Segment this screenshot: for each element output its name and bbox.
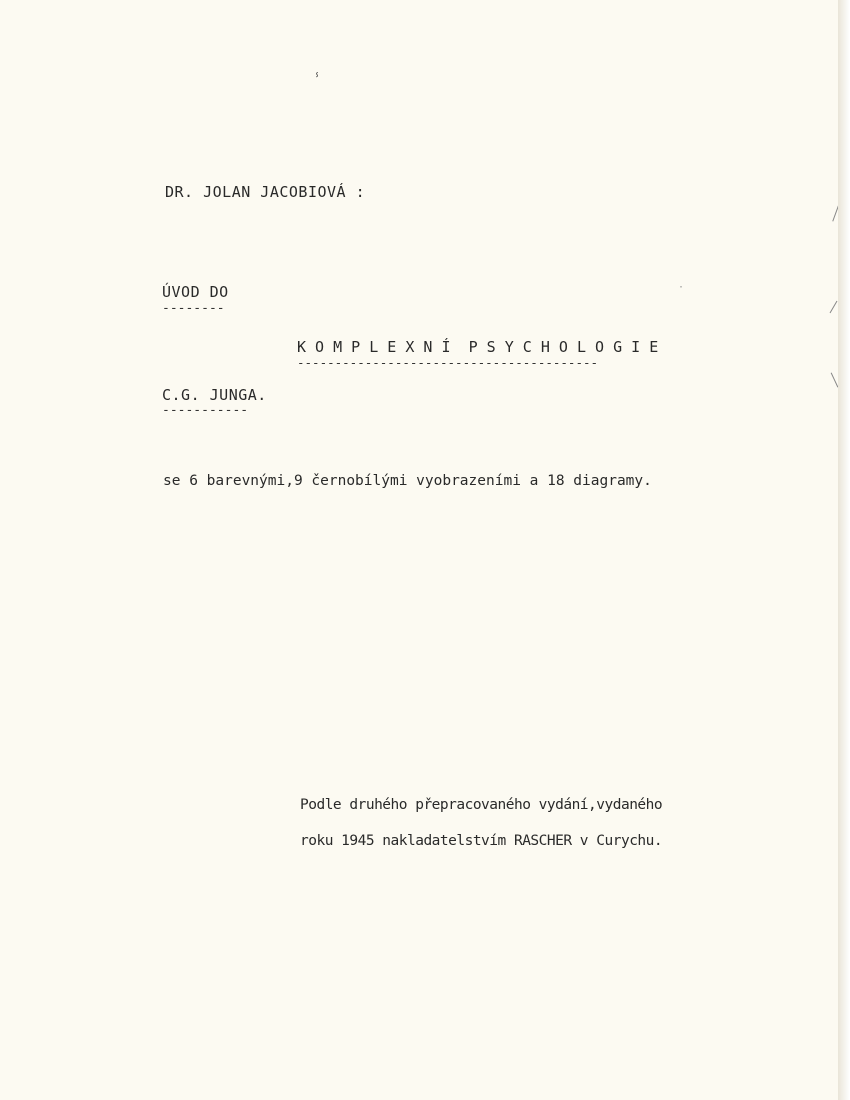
title-part-3-underline: -----------	[162, 403, 249, 418]
edition-line-1: Podle druhého přepracovaného vydání,vydaného	[300, 797, 663, 813]
title-part-2: K O M P L E X N Í P S Y C H O L O G I E	[297, 338, 659, 356]
author-line: DR. JOLAN JACOBIOVÁ :	[165, 183, 366, 201]
edition-line-2: roku 1945 nakladatelstvím RASCHER v Curychu.	[300, 833, 663, 849]
page-edge-shadow	[838, 0, 850, 1100]
illustrations-line: se 6 barevnými,9 černobílými vyobrazeními a 18 diagramy.	[163, 473, 652, 489]
page-edge-mark	[830, 301, 838, 314]
title-part-2-underline: ----------------------------------------	[297, 355, 599, 370]
title-part-3: C.G. JUNGA.	[162, 386, 267, 404]
ink-speck-mark: ⸯ	[313, 74, 322, 90]
title-part-1-underline: --------	[162, 301, 225, 316]
title-part-1: ÚVOD DO	[162, 283, 229, 301]
ink-speck-mark: ·	[678, 282, 685, 293]
